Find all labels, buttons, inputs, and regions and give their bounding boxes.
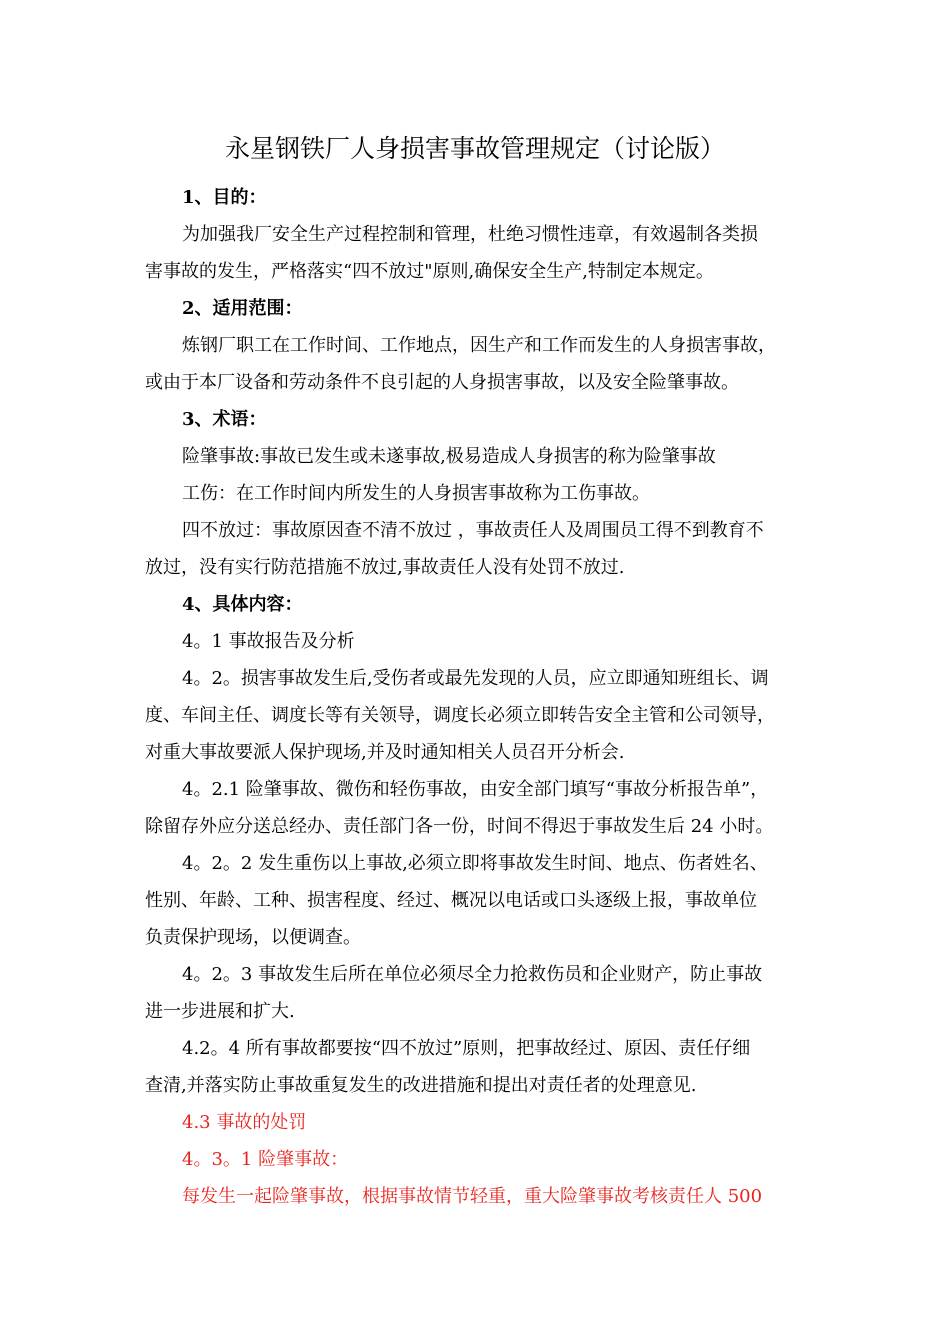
- paragraph-line: 4。2。3 事故发生后所在单位必须尽全力抢救伤员和企业财产，防止事故: [182, 964, 763, 985]
- document-title: 永星钢铁厂人身损害事故管理规定（讨论版）: [224, 134, 725, 163]
- red-paragraph-line: 每发生一起险肇事故，根据事故情节轻重，重大险肇事故考核责任人 500: [182, 1186, 763, 1207]
- section-heading-purpose: 1、目的：: [182, 187, 267, 208]
- section-heading-scope: 2、适用范围：: [182, 298, 303, 319]
- paragraph-line: 对重大事故要派人保护现场,并及时通知相关人员召开分析会.: [145, 742, 625, 763]
- paragraph-line: 险肇事故:事故已发生或未遂事故,极易造成人身损害的称为险肇事故: [182, 446, 716, 467]
- paragraph-line: 或由于本厂设备和劳动条件不良引起的人身损害事故，以及安全险肇事故。: [145, 372, 739, 393]
- paragraph-line: 炼钢厂职工在工作时间、工作地点，因生产和工作而发生的人身损害事故，: [182, 335, 776, 356]
- paragraph-line: 4。2.1 险肇事故、微伤和轻伤事故，由安全部门填写“事故分析报告单”，: [182, 779, 769, 800]
- red-heading-penalty: 4.3 事故的处罚: [182, 1112, 307, 1133]
- paragraph-line: 为加强我厂安全生产过程控制和管理，杜绝习惯性违章，有效遏制各类损: [182, 224, 758, 245]
- paragraph-line: 度、车间主任、调度长等有关领导，调度长必须立即转告安全主管和公司领导，: [145, 705, 775, 726]
- paragraph-line: 4。1 事故报告及分析: [182, 631, 355, 652]
- paragraph-line: 四不放过：事故原因查不清不放过 ，事故责任人及周围员工得不到教育不: [182, 520, 764, 541]
- paragraph-line: 4。2。损害事故发生后,受伤者或最先发现的人员，应立即通知班组长、调: [182, 668, 769, 689]
- paragraph-line: 4。2。2 发生重伤以上事故,必须立即将事故发生时间、地点、伤者姓名、: [182, 853, 768, 874]
- paragraph-line: 4.2。4 所有事故都要按“四不放过”原则，把事故经过、原因、责任仔细: [182, 1038, 751, 1059]
- paragraph-line: 害事故的发生，严格落实“四不放过"原则,确保安全生产,特制定本规定。: [145, 261, 714, 282]
- paragraph-line: 放过，没有实行防范措施不放过,事故责任人没有处罚不放过.: [145, 557, 625, 578]
- paragraph-line: 进一步进展和扩大.: [145, 1001, 295, 1022]
- paragraph-line: 工伤：在工作时间内所发生的人身损害事故称为工伤事故。: [182, 483, 650, 504]
- red-subheading-near-miss: 4。3。1 险肇事故：: [182, 1149, 349, 1170]
- section-heading-content: 4、具体内容：: [182, 594, 303, 615]
- paragraph-line: 负责保护现场，以便调查。: [145, 927, 361, 948]
- section-heading-terms: 3、术语：: [182, 409, 267, 430]
- paragraph-line: 性别、年龄、工种、损害程度、经过、概况以电话或口头逐级上报，事故单位: [145, 890, 757, 911]
- paragraph-line: 查清,并落实防止事故重复发生的改进措施和提出对责任者的处理意见.: [145, 1075, 697, 1096]
- paragraph-line: 除留存外应分送总经办、责任部门各一份，时间不得迟于事故发生后 24 小时。: [145, 816, 774, 837]
